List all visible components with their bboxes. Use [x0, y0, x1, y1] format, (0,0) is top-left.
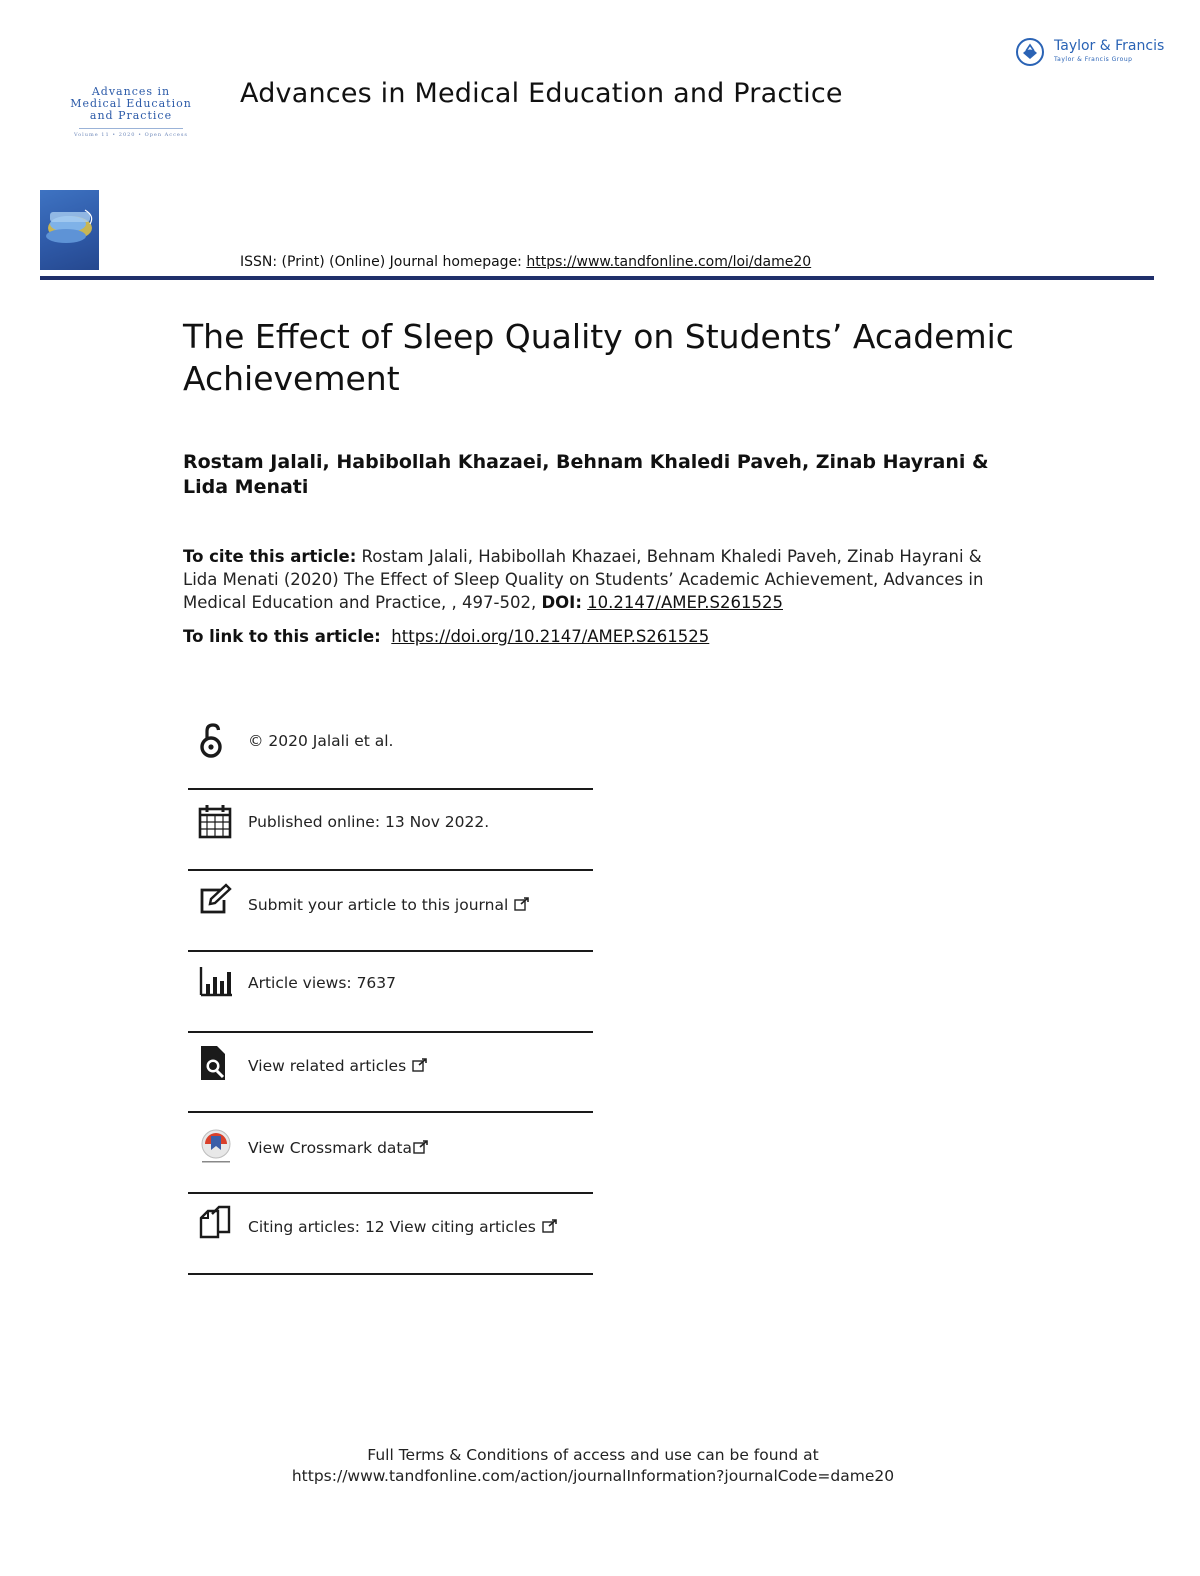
copyright-row [188, 720, 593, 780]
document-search-icon [198, 1044, 234, 1082]
article-link-block [183, 627, 709, 646]
doi-label: DOI: [541, 593, 582, 612]
views-row [188, 960, 593, 1020]
crossmark-label: View Crossmark data [248, 1139, 412, 1157]
publisher-logo[interactable] [1016, 36, 1166, 72]
submit-row[interactable] [188, 880, 593, 940]
article-title: The Effect of Sleep Quality on Students’ Academic Achievement [183, 317, 1014, 398]
doi-link[interactable]: 10.2147/AMEP.S261525 [587, 593, 783, 612]
citation-label: To cite this article: [183, 547, 357, 566]
journal-logo-subline: Volume 11 • 2020 • Open Access [74, 132, 188, 138]
submit-article-link[interactable] [248, 896, 530, 914]
publisher-name: Taylor & Francis [1054, 38, 1165, 54]
bar-chart-icon [198, 962, 234, 1000]
citation-text: Rostam Jalali, Habibollah Khazaei, Behnam Khaledi Paveh, Zinab Hayrani & Lida Menati (2020) The Effect of Sleep Quality on Students’ Academic Achievement, Advances in Medical Education and Practice, , 497-502, [183, 547, 984, 612]
edit-icon [198, 882, 234, 920]
info-divider [188, 1031, 593, 1033]
info-divider [188, 1192, 593, 1194]
published-row [188, 800, 593, 860]
article-link-label: To link to this article: [183, 627, 381, 646]
published-date: Published online: 13 Nov 2022. [248, 813, 490, 831]
related-articles-label: View related articles [248, 1057, 407, 1075]
publisher-subline: Taylor & Francis Group [1054, 56, 1133, 63]
calendar-icon [198, 802, 234, 840]
citing-row[interactable] [188, 1202, 593, 1262]
citing-articles-icon [198, 1204, 234, 1242]
journal-logo [66, 86, 196, 138]
journal-logo-line2: Medical Education [70, 97, 192, 110]
issn-line [240, 254, 811, 270]
info-divider [188, 788, 593, 790]
header-divider [40, 276, 1154, 280]
crossmark-link[interactable] [248, 1139, 429, 1157]
info-divider [188, 869, 593, 871]
article-authors: Rostam Jalali, Habibollah Khazaei, Behnam Khaledi Paveh, Zinab Hayrani & Lida Menati [183, 451, 989, 498]
journal-cover-image [40, 190, 99, 270]
open-access-icon [198, 722, 234, 760]
footer [0, 1445, 1186, 1487]
article-link[interactable]: https://doi.org/10.2147/AMEP.S261525 [391, 627, 710, 646]
related-articles-link[interactable] [248, 1057, 428, 1075]
external-link-icon [542, 1219, 558, 1233]
article-views: Article views: 7637 [248, 974, 397, 992]
info-divider [188, 1111, 593, 1113]
submit-article-label: Submit your article to this journal [248, 896, 509, 914]
issn-label: ISSN: (Print) (Online) Journal homepage: [240, 254, 527, 270]
crossmark-row[interactable] [188, 1122, 593, 1182]
copyright-text: © 2020 Jalali et al. [248, 732, 394, 750]
journal-homepage-link[interactable]: https://www.tandfonline.com/loi/dame20 [526, 254, 812, 270]
journal-logo-line3: and Practice [89, 109, 173, 122]
info-divider [188, 1273, 593, 1275]
citation-block [183, 545, 1013, 614]
publisher-logo-icon [1016, 38, 1044, 66]
journal-logo-line1: Advances in [91, 85, 171, 98]
journal-logo-rule [79, 128, 183, 129]
external-link-icon [514, 897, 530, 911]
journal-title: Advances in Medical Education and Practice [240, 78, 843, 109]
info-divider [188, 950, 593, 952]
footer-terms-text: Full Terms & Conditions of access and use can be found at [367, 1446, 819, 1464]
citing-articles-label: Citing articles: 12 View citing articles [248, 1218, 536, 1236]
crossmark-icon [198, 1126, 234, 1164]
related-row[interactable] [188, 1042, 593, 1102]
external-link-icon [413, 1140, 429, 1154]
citing-articles-link[interactable] [248, 1218, 558, 1236]
external-link-icon [412, 1058, 428, 1072]
footer-terms-link[interactable]: https://www.tandfonline.com/action/journalInformation?journalCode=dame20 [291, 1467, 895, 1485]
